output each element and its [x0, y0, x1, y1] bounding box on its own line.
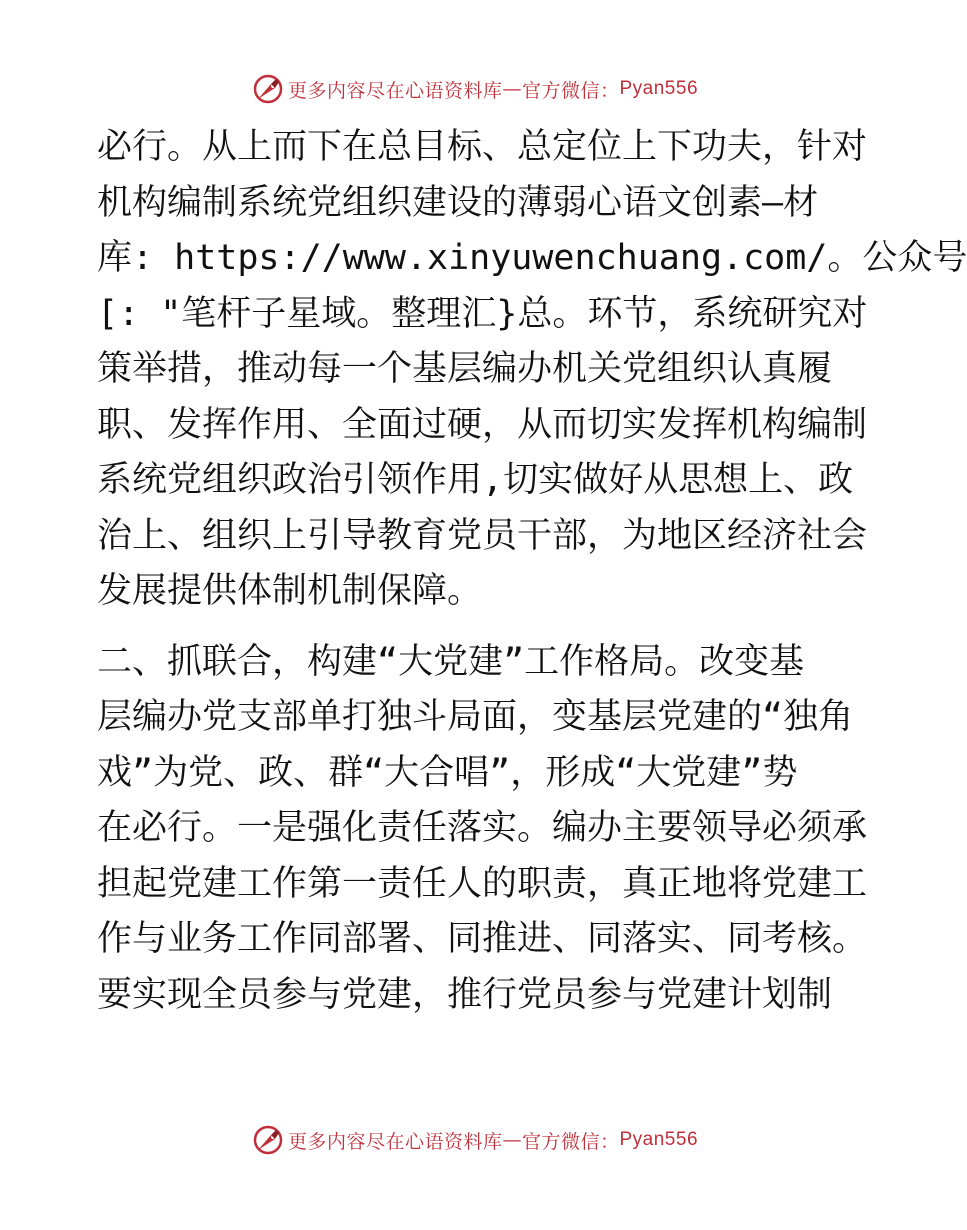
- text-line: 在必行。一是强化责任落实。编办主要领导必须承: [97, 808, 868, 848]
- text-line: 二、抓联合，构建“大党建”工作格局。改变基: [97, 641, 805, 682]
- watermark-wechat-label: 官方微信：: [521, 1130, 620, 1153]
- text-line: 库: https://www.xinyuwenchuang.com/。公众号: [97, 238, 967, 278]
- watermark-wechat-label: 官方微信：: [521, 79, 620, 102]
- text-line: 机构编制系统党组织建设的薄弱心语文创素—材: [97, 182, 819, 223]
- text-line: 要实现全员参与党建，推行党员参与党建计划制: [97, 974, 833, 1015]
- watermark-wechat-id: Pyan556: [619, 1129, 699, 1150]
- text-line: [: "笔杆子星域。整理汇}总。环节，系统研究对: [97, 293, 868, 334]
- text-line: 戏”为党、政、群“大合唱”，形成“大党建”势: [97, 752, 798, 793]
- text-line: 治上、组织上引导教育党员干部，为地区经济社会: [97, 515, 868, 556]
- watermark-site-text: 更多内容尽在心语资料库: [287, 1130, 503, 1153]
- paragraph-1: [97, 120, 967, 620]
- text-line: 职、发挥作用、全面过硬，从而切实发挥机构编制: [97, 404, 868, 445]
- watermark-wechat-id: Pyan556: [619, 78, 699, 99]
- text-line: 发展提供体制机制保障。: [97, 571, 483, 611]
- watermark-dash: —: [502, 1129, 522, 1151]
- text-line: 系统党组织政治引领作用,切实做好从思想上、政: [97, 460, 854, 500]
- paragraph-gap: [97, 620, 857, 635]
- text-line: 担起党建工作第一责任人的职责，真正地将党建工: [97, 863, 868, 904]
- text-line: 层编办党支部单打独斗局面，变基层党建的“独角: [97, 697, 854, 737]
- watermark-dash: —: [502, 78, 522, 100]
- watermark-site-text: 更多内容尽在心语资料库: [287, 79, 503, 102]
- header-watermark: [0, 72, 950, 106]
- text-line: 作与业务工作同部署、同推进、同落实、同考核。: [97, 919, 868, 959]
- pen-nib-circle-icon: [252, 1124, 284, 1156]
- text-line: 策举措，推动每一个基层编办机关党组织认真履: [97, 349, 833, 389]
- text-line: 必行。从上而下在总目标、总定位上下功夫，针对: [97, 127, 868, 167]
- pen-nib-circle-icon: [252, 73, 284, 105]
- document-body: [97, 120, 967, 1023]
- paragraph-2: [97, 635, 868, 1024]
- footer-watermark: [0, 1123, 950, 1157]
